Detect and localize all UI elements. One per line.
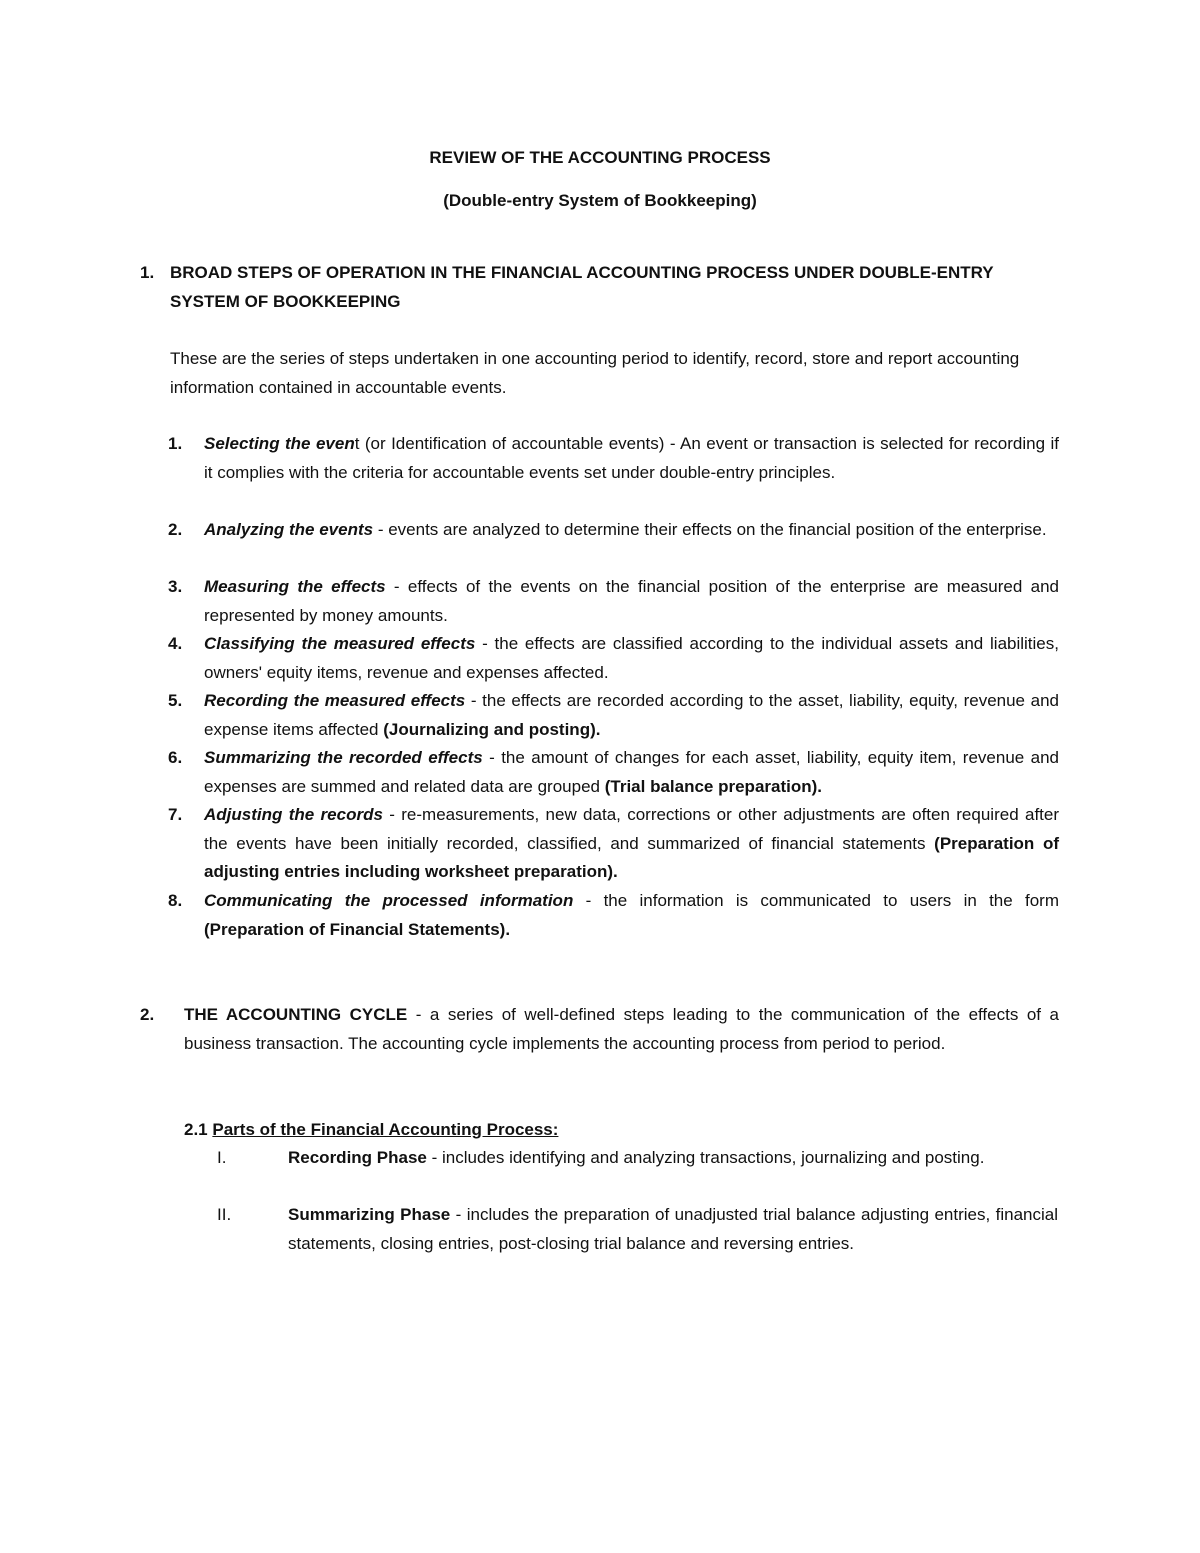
step-number: 8. (168, 891, 183, 910)
phase-term: Summarizing Phase (288, 1205, 451, 1224)
step-number: 2. (168, 520, 183, 539)
step-text (204, 630, 1059, 687)
step-number: 6. (168, 748, 183, 767)
step-description: - the effects are classified according to the individual assets and liabilities, owners' equity items, revenue and expenses affected. (204, 634, 1059, 682)
section-2-heading: THE ACCOUNTING CYCLE (184, 1005, 408, 1024)
step-number: 3. (168, 577, 183, 596)
section-1 (140, 259, 1060, 939)
step-bold-note: (Trial balance preparation). (604, 776, 822, 796)
section-2-paragraph (184, 1001, 1059, 1058)
phase-text (288, 1144, 1058, 1173)
step-description: - re-measurements, new data, corrections or other adjustments are often required after the events have been initially recorded, classified, and summarized of financial statements (204, 805, 1060, 853)
section-1-heading: BROAD STEPS OF OPERATION IN THE FINANCIAL ACCOUNTING PROCESS UNDER DOUBLE-ENTRY SYSTEM OF BOOKKEEPING (170, 263, 994, 311)
step-bold-note: (Preparation of adjusting entries including worksheet preparation). (204, 833, 1059, 881)
step-description: - effects of the events on the financial position of the enterprise are measured and represented by money amounts. (204, 577, 1059, 625)
step-term: Selecting the even (204, 434, 355, 453)
step-term: Communicating the processed information (204, 891, 574, 910)
step-description: - the amount of changes for each asset, liability, equity item, revenue and expenses are summed and related data are grouped (204, 748, 1060, 796)
phase-text (288, 1201, 1058, 1258)
step-term: Adjusting the records (204, 805, 383, 824)
step-description: - the information is communicated to users in the form (573, 891, 1060, 910)
step-text (204, 687, 1059, 744)
section-2 (140, 1001, 1060, 1301)
step-number: 4. (168, 634, 183, 653)
step-term: Analyzing the events (204, 520, 374, 539)
step-description: t (or Identification of accountable events) - An event or transaction is selected for recording if it complies with the criteria for accountable events set under double-entry principles. (204, 434, 1059, 482)
step-text (204, 430, 1059, 487)
section-2-text: - a series of well-defined steps leading to the communication of the effects of a business transaction. The accounting cycle implements the accounting process from period to period. (184, 1005, 1059, 1053)
step-text (204, 887, 1059, 944)
phase-term: Recording Phase (288, 1148, 427, 1167)
step-term: Recording the measured effects (204, 691, 466, 710)
step-bold-note: (Journalizing and posting). (383, 719, 601, 739)
section-1-number: 1. (140, 263, 155, 282)
step-number: 5. (168, 691, 183, 710)
document-title: REVIEW OF THE ACCOUNTING PROCESS (429, 148, 771, 167)
step-term: Summarizing the recorded effects (204, 748, 483, 767)
subsection-number: 2.1 (184, 1120, 208, 1139)
step-term: Measuring the effects (204, 577, 386, 596)
phase-description: - includes the preparation of unadjusted trial balance adjusting entries, financial statements, closing entries, post-closing trial balance and reversing entries. (288, 1205, 1058, 1253)
step-text (204, 744, 1059, 801)
phase-number: I. (217, 1148, 227, 1167)
section-2-number: 2. (140, 1005, 155, 1024)
section-1-intro: These are the series of steps undertaken in one accounting period to identify, record, store and report accounting information contained in accountable events. (170, 349, 1020, 397)
phase-description: - includes identifying and analyzing transactions, journalizing and posting. (426, 1148, 985, 1167)
step-description: - events are analyzed to determine their effects on the financial position of the enterprise. (373, 520, 1047, 539)
step-text (204, 801, 1059, 887)
step-term: Classifying the measured effects (204, 634, 476, 653)
step-description: - the effects are recorded according to the asset, liability, equity, revenue and expense items affected (204, 691, 1059, 739)
step-bold-note: (Preparation of Financial Statements). (204, 919, 511, 939)
step-number: 1. (168, 434, 183, 453)
subsection-2-1-heading (184, 1116, 1059, 1145)
step-text (204, 516, 1059, 545)
step-text (204, 573, 1059, 630)
document-subtitle: (Double-entry System of Bookkeeping) (443, 191, 757, 210)
subsection-title: Parts of the Financial Accounting Process: (212, 1120, 559, 1139)
step-number: 7. (168, 805, 183, 824)
phase-number: II. (217, 1205, 232, 1224)
